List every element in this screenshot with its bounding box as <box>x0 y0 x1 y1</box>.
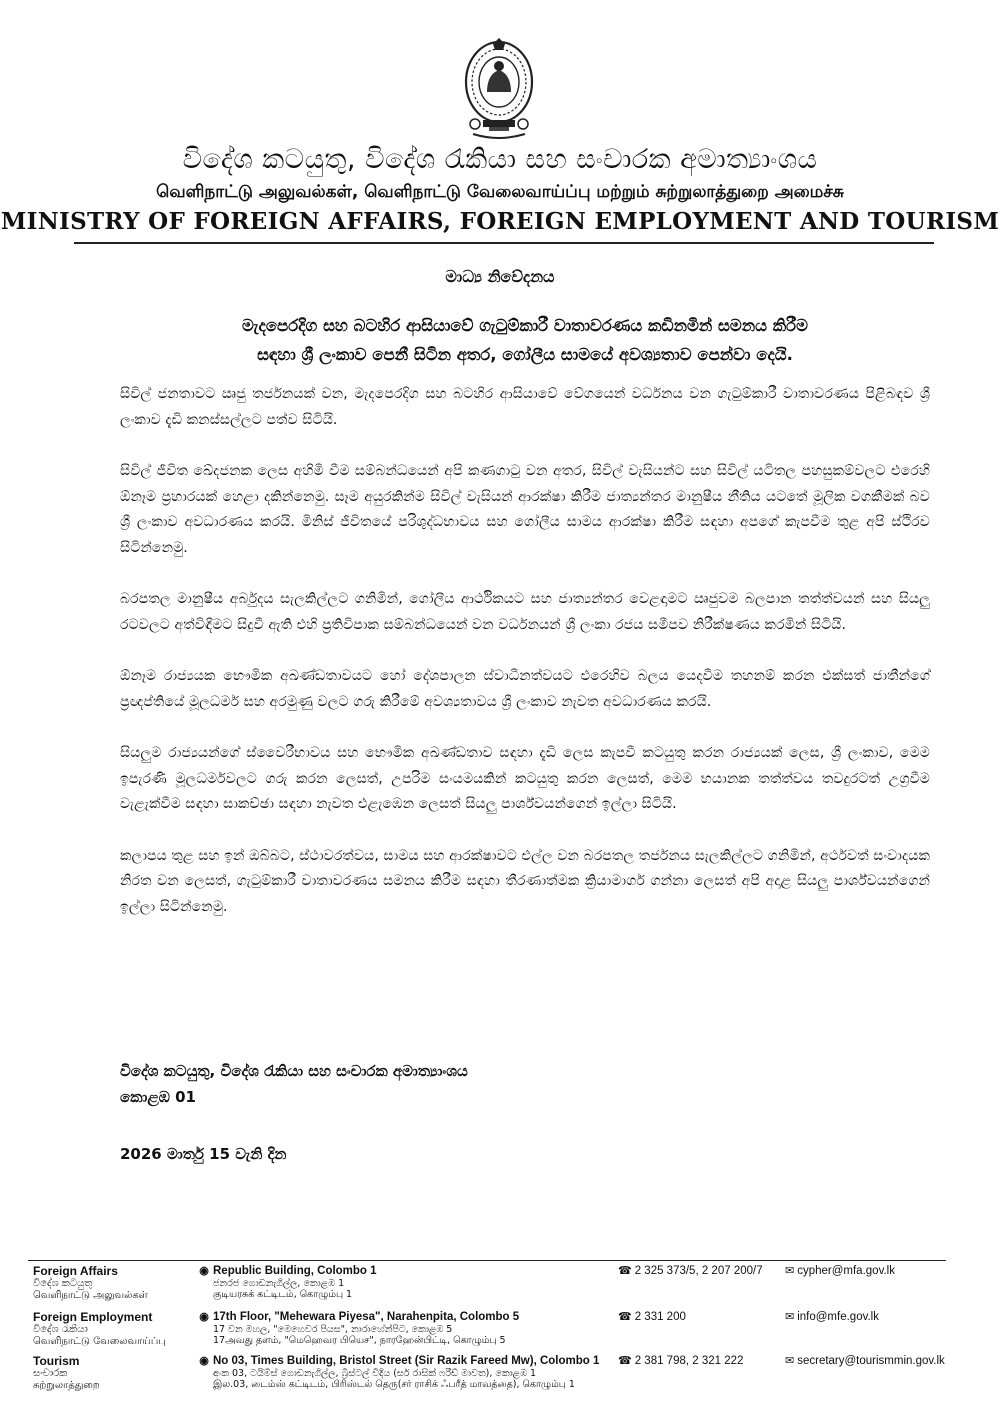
paragraph: සියලුම රාජ්‍යයන්ගේ ස්වෛරීභාවය සහ භෞමික අඛණ්ඩතාව සඳහා දැඩි ලෙස කැපවී කටයුතු කරන රාජ්‍යයක් ලෙස, ශ්‍රී ලංකාව, මෙම ඉපැරණි මූලධර්මවලට ගරු කරන ලෙසත්, උපරිම සංයමයකින් කටයුතු කරන ලෙසත්, මෙම භයානක තත්ත්වය තවදුරටත් උග්‍රවීම වැළැක්වීම සඳහා සාකච්ඡා සඳහා නැවත එළැඹෙන ලෙසත් සියලු පාර්ශ්වයන්ගෙන් ඉල්ලා සිටියි. <box>120 745 930 812</box>
department-name-english: Foreign Employment <box>33 1310 153 1324</box>
location-pin-icon: ◉ <box>199 1265 209 1277</box>
address-english: No 03, Times Building, Bristol Street (Sir Razik Fareed Mw), Colombo 1 <box>213 1355 600 1367</box>
address-english: Republic Building, Colombo 1 <box>213 1265 377 1277</box>
email-address[interactable]: info@mfe.gov.lk <box>797 1311 879 1323</box>
department-name-tamil: வெளிநாட்டு அலுவல்கள் <box>33 1290 148 1301</box>
paragraph: බරපතල මානුෂීය අර්බුදය සැලකිල්ලට ගනිමින්, ගෝලීය ආර්ථිකයට සහ ජාත්‍යන්තර වෙළඳාමට ඍජුවම බලපාන තත්ත්වයන් සහ සියලු රටවලට අත්විඳීමට සිදුවී ඇති එහි ප්‍රතිවිපාක සම්බන්ධයෙන් වන වර්ධනයන් ශ්‍රී ලංකා රජය සමීපව නිරීක්ෂණය කරමින් සිටියි. <box>120 591 930 633</box>
phone-number[interactable]: 2 325 373/5, 2 207 200/7 <box>634 1265 763 1277</box>
address-tamil: குடியரசுக் கட்டிடம், கொழும்பு 1 <box>213 1289 353 1300</box>
footer-address <box>198 1264 618 1300</box>
footer-email <box>785 1264 985 1278</box>
letterhead-divider <box>74 242 934 244</box>
sri-lanka-national-emblem-icon <box>463 36 535 140</box>
footer-phone <box>618 1264 783 1278</box>
headline-line-1: මැදපෙරදිග සහ බටහිර ආසියාවේ ගැටුම්කාරී වාතාවරණය කඩිනමින් සමනය කිරීම <box>242 316 808 335</box>
address-sinhala: අංක 03, ටයිම්ස් ගොඩනැගිල්ල, බ්‍රිස්ටල් වීදිය (සර් රාසික් ෆරීඩ් මාවත), කොළඹ 1 <box>213 1368 537 1379</box>
department-name-tamil: வெளிநாட்டு வேலைவாய்ப்பு <box>33 1336 166 1347</box>
envelope-icon: ✉ <box>785 1355 795 1367</box>
media-release-label: මාධ්‍ය නිවේදනය <box>445 267 555 286</box>
address-english: 17th Floor, "Mehewara Piyesa", Narahenpita, Colombo 5 <box>213 1311 520 1323</box>
department-name-sinhala: සංචාරක <box>33 1368 68 1379</box>
ministry-name-sinhala: විදේශ කටයුතු, විදේශ රැකියා සහ සංචාරක අමාත්‍යාංශය <box>182 144 818 175</box>
location-pin-icon: ◉ <box>199 1355 209 1367</box>
address-sinhala: ජනරජ ගොඩනැගිල්ල, කොළඹ 1 <box>213 1278 345 1289</box>
paragraph: කලාපය තුළ සහ ඉන් ඔබ්බට, ස්ථාවරත්වය, සාමය සහ ආරක්ෂාවට එල්ල වන බරපතල තර්ජනය සැලකිල්ලට ගනිමින්, අර්ථවත් සංවාදයක නිරත වන ලෙසත්, ගැටුම්කාරී වාතාවරණය සමනය කිරීම සඳහා තීරණාත්මක ක්‍රියාමාර්ග ගන්නා ලෙසත් අපි අදාළ සියලු පාර්ශ්වයන්ගෙන් ඉල්ලා සිටින්නෙමු. <box>120 847 930 915</box>
footer-address <box>198 1310 618 1346</box>
email-address[interactable]: cypher@mfa.gov.lk <box>797 1265 895 1277</box>
paragraph: සිවිල් ජීවිත ඛේදජනක ලෙස අහිමි වීම සම්බන්ධයෙන් අපි කණගාටු වන අතර, සිවිල් වැසියන්ට සහ සිවිල් යටිතල පහසුකම්වලට එරෙහි ඕනෑම ප්‍රහාරයක් හෙළා දකින්නෙමු. සෑම අයුරකින්ම සිවිල් වැසියන් ආරක්ෂා කිරීම ජාත්‍යන්තර මානුෂීය නීතිය යටතේ මූලික වගකීමක් බව ශ්‍රී ලංකාව අවධාරණය කරයි. මිනිස් ජීවිතයේ පරිශුද්ධභාවය සහ ගෝලීය සාමය ආරක්ෂා කිරීම සඳහා අපගේ කැපවීම තුළ අපි ස්ථිරව සිටින්නෙමු. <box>120 463 930 556</box>
phone-icon: ☎ <box>618 1265 632 1277</box>
headline <box>120 311 930 369</box>
footer-email <box>785 1310 985 1324</box>
phone-icon: ☎ <box>618 1311 632 1323</box>
ministry-name-english: MINISTRY OF FOREIGN AFFAIRS, FOREIGN EMPLOYMENT AND TOURISM <box>0 208 1000 235</box>
footer-phone <box>618 1354 783 1368</box>
signoff <box>120 1058 468 1110</box>
email-address[interactable]: secretary@tourismmin.gov.lk <box>797 1355 945 1367</box>
envelope-icon: ✉ <box>785 1265 795 1277</box>
headline-line-2: සඳහා ශ්‍රී ලංකාව පෙනී සිටින අතර, ගෝලීය සාමයේ අවශ්‍යතාව පෙන්වා දෙයි. <box>257 345 793 364</box>
signoff-city: කොළඹ 01 <box>120 1088 196 1106</box>
footer-department <box>33 1264 198 1302</box>
address-tamil: 17அவது தளம், "மெஹெவர பியெச", நாரஹேன்பிட்டி, கொழும்பு 5 <box>213 1335 506 1346</box>
paragraph: සිවිල් ජනතාවට ඍජු තර්ජනයක් වන, මැදපෙරදිග සහ බටහිර ආසියාවේ වේගයෙන් වර්ධනය වන ගැටුම්කාරී වාතාවරණය පිළිබඳව ශ්‍රී ලංකාව දැඩි කනස්සල්ලට පත්ව සිටියි. <box>120 386 930 428</box>
phone-number[interactable]: 2 331 200 <box>634 1311 686 1323</box>
signoff-ministry: විදේශ කටයුතු, විදේශ රැකියා සහ සංචාරක අමාත්‍යාංශය <box>120 1062 468 1080</box>
ministry-name-tamil: வெளிநாட்டு அலுவல்கள், வெளிநாட்டு வேலைவாய்ப்பு மற்றும் சுற்றுலாத்துறை அமைச்சு <box>156 182 844 202</box>
department-name-tamil: சுற்றுலாத்துறை <box>33 1380 100 1391</box>
footer-address <box>198 1354 618 1390</box>
department-name-english: Tourism <box>33 1354 80 1368</box>
paragraph: ඕනෑම රාජ්‍යයක භෞමික අඛණ්ඩතාවයට හෝ දේශපාලන ස්වාධීනත්වයට එරෙහිව බලය යෙදවීම තහනම් කරන එක්සත් ජාතීන්ගේ ප්‍රඥප්තියේ මූලධර්ම සහ අරමුණු වලට ගරු කිරීමේ අවශ්‍යතාවය ශ්‍රී ලංකාව නැවත අවධාරණය කරයි. <box>120 668 930 710</box>
footer-divider <box>28 1260 946 1261</box>
footer-department <box>33 1354 198 1392</box>
department-name-sinhala: විදේශ කටයුතු <box>33 1278 93 1289</box>
address-sinhala: 17 වන මහල, "මෙහෙවර පියස", නාරාහේන්පිට, කොළඹ 5 <box>213 1324 453 1335</box>
footer-department <box>33 1310 198 1348</box>
department-name-english: Foreign Affairs <box>33 1264 118 1278</box>
release-body <box>120 382 930 946</box>
phone-icon: ☎ <box>618 1355 632 1367</box>
release-date: 2026 මාර්තු 15 වැනි දින <box>120 1145 287 1163</box>
address-tamil: இல.03, டைம்ஸ் கட்டிடம், பிரிஸ்டல் தெரு(சர் ராசிக் ஃபரீத் மாவத்தை), கொழும்பு 1 <box>213 1379 575 1390</box>
envelope-icon: ✉ <box>785 1311 795 1323</box>
location-pin-icon: ◉ <box>199 1311 209 1323</box>
phone-number[interactable]: 2 381 798, 2 321 222 <box>634 1355 744 1367</box>
department-name-sinhala: විදේශ රැකියා <box>33 1324 88 1335</box>
footer-email <box>785 1354 985 1368</box>
footer-phone <box>618 1310 783 1324</box>
